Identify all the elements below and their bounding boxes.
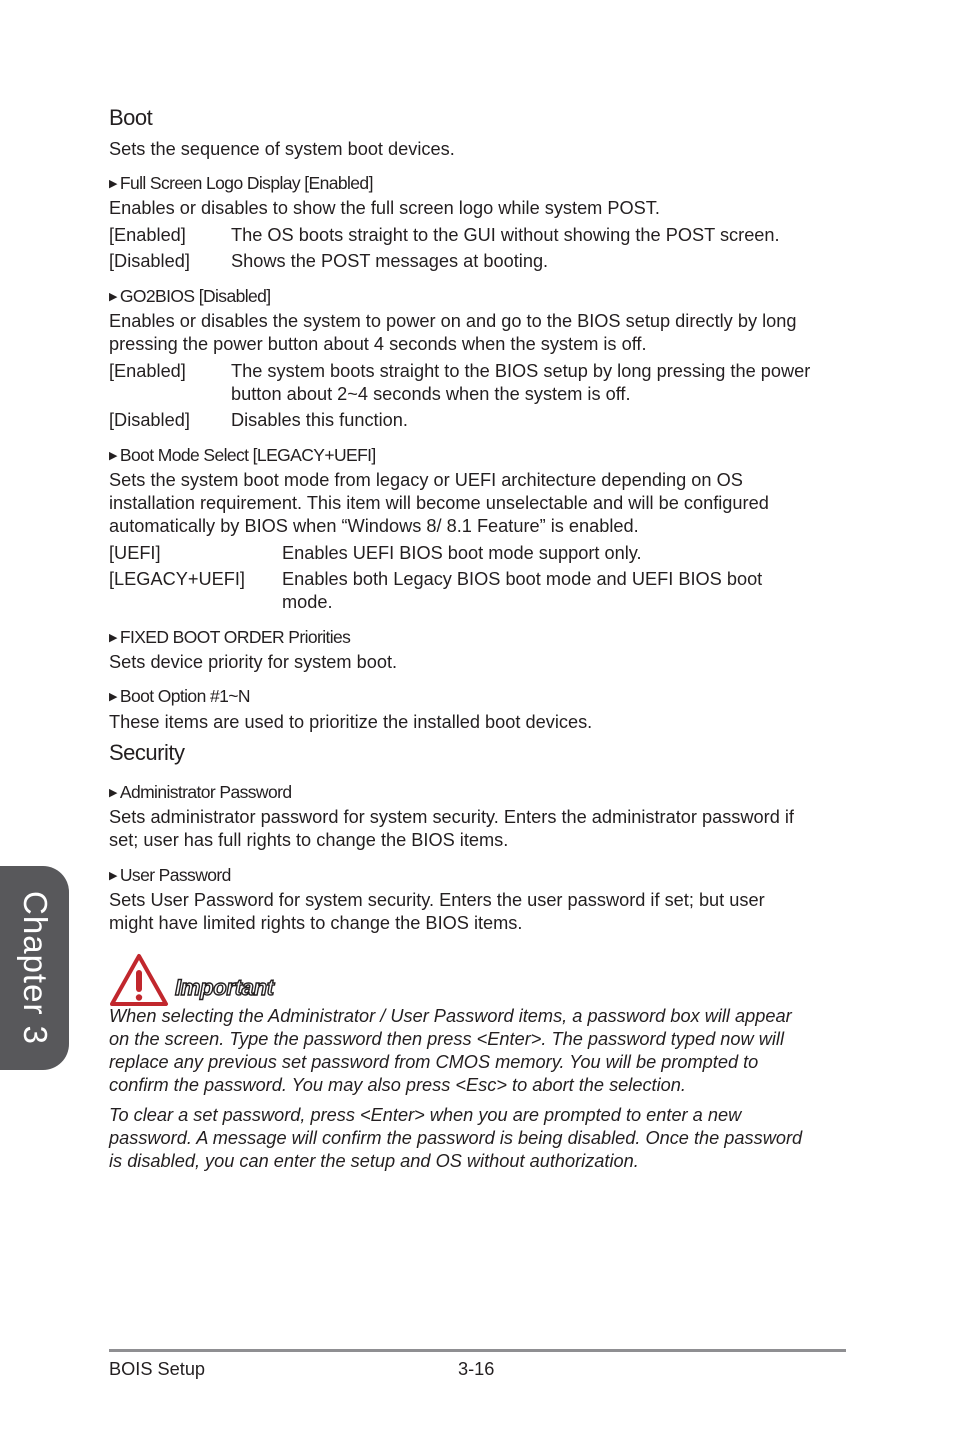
triangle-bullet-icon: ▶: [109, 632, 117, 644]
important-text-line: When selecting the Administrator / User Password items, a password box will appear: [109, 1006, 792, 1026]
triangle-bullet-icon: ▶: [109, 450, 117, 462]
item-full-screen-logo: ▶ Full Screen Logo Display [Enabled]: [109, 173, 373, 193]
boot-mode-desc-line: installation requirement. This item will become unselectable and will be configured: [109, 493, 769, 513]
security-heading: Security: [109, 740, 185, 765]
option-desc: Enables both Legacy BIOS boot mode and UEFI BIOS boot: [282, 569, 763, 589]
option-desc: button about 2~4 seconds when the system is off.: [231, 384, 631, 404]
option-key: [Enabled]: [109, 225, 186, 245]
triangle-bullet-icon: ▶: [109, 291, 117, 303]
option-desc: The OS boots straight to the GUI without showing the POST screen.: [231, 225, 780, 245]
boot-mode-desc-line: automatically by BIOS when “Windows 8/ 8.1 Feature” is enabled.: [109, 516, 639, 536]
option-desc: The system boots straight to the BIOS setup by long pressing the power: [231, 361, 811, 381]
important-text-line: To clear a set password, press <Enter> when you are prompted to enter a new: [109, 1105, 742, 1125]
important-text-line: on the screen. Type the password then press <Enter>. The password typed now will: [109, 1029, 784, 1049]
option-key: [LEGACY+UEFI]: [109, 569, 245, 589]
footer-rule: [109, 1349, 846, 1352]
option-key: [UEFI]: [109, 543, 161, 563]
warning-triangle-icon: [109, 953, 169, 1007]
boot-heading: Boot: [109, 105, 153, 130]
footer-title: BOIS Setup: [109, 1359, 206, 1379]
footer-page-number: 3-16: [458, 1359, 495, 1379]
boot-option-desc: These items are used to prioritize the installed boot devices.: [109, 712, 593, 732]
item-user-password: ▶ User Password: [109, 865, 231, 885]
option-desc: Disables this function.: [231, 410, 408, 430]
item-boot-mode-select: ▶ Boot Mode Select [LEGACY+UEFI]: [109, 445, 376, 465]
item-admin-password: ▶ Administrator Password: [109, 782, 292, 802]
triangle-bullet-icon: ▶: [109, 870, 117, 882]
option-key: [Disabled]: [109, 251, 190, 271]
option-desc: Enables UEFI BIOS boot mode support only.: [282, 543, 642, 563]
option-key: [Enabled]: [109, 361, 186, 381]
triangle-bullet-icon: ▶: [109, 691, 117, 703]
fixed-boot-order-desc: Sets device priority for system boot.: [109, 652, 398, 672]
triangle-bullet-icon: ▶: [109, 178, 117, 190]
important-text-line: password. A message will confirm the password is being disabled. Once the password: [109, 1128, 803, 1148]
admin-password-desc-line: set; user has full rights to change the BIOS items.: [109, 830, 509, 850]
important-text-line: confirm the password. You may also press <Esc> to abort the selection.: [109, 1075, 686, 1095]
important-text-line: is disabled, you can enter the setup and OS without authorization.: [109, 1151, 639, 1171]
triangle-bullet-icon: ▶: [109, 787, 117, 799]
chapter-tab-label: Chapter 3: [17, 891, 54, 1045]
item-boot-option: ▶ Boot Option #1~N: [109, 686, 250, 706]
item-fixed-boot-order: ▶ FIXED BOOT ORDER Priorities: [109, 627, 351, 647]
boot-mode-desc-line: Sets the system boot mode from legacy or UEFI architecture depending on OS: [109, 470, 743, 490]
admin-password-desc-line: Sets administrator password for system security. Enters the administrator password if: [109, 807, 794, 827]
go2bios-desc-line: pressing the power button about 4 seconds when the system is off.: [109, 334, 647, 354]
go2bios-desc-line: Enables or disables the system to power on and go to the BIOS setup directly by long: [109, 311, 797, 331]
user-password-desc-line: might have limited rights to change the BIOS items.: [109, 913, 523, 933]
option-desc: Shows the POST messages at booting.: [231, 251, 549, 271]
option-desc: mode.: [282, 592, 333, 612]
boot-intro: Sets the sequence of system boot devices.: [109, 139, 455, 159]
user-password-desc-line: Sets User Password for system security. Enters the user password if set; but user: [109, 890, 765, 910]
full-screen-logo-desc: Enables or disables to show the full screen logo while system POST.: [109, 198, 660, 218]
important-text-line: replace any previous set password from CMOS memory. You will be prompted to: [109, 1052, 759, 1072]
item-go2bios: ▶ GO2BIOS [Disabled]: [109, 286, 271, 306]
option-key: [Disabled]: [109, 410, 190, 430]
important-label: Important: [175, 975, 274, 1000]
